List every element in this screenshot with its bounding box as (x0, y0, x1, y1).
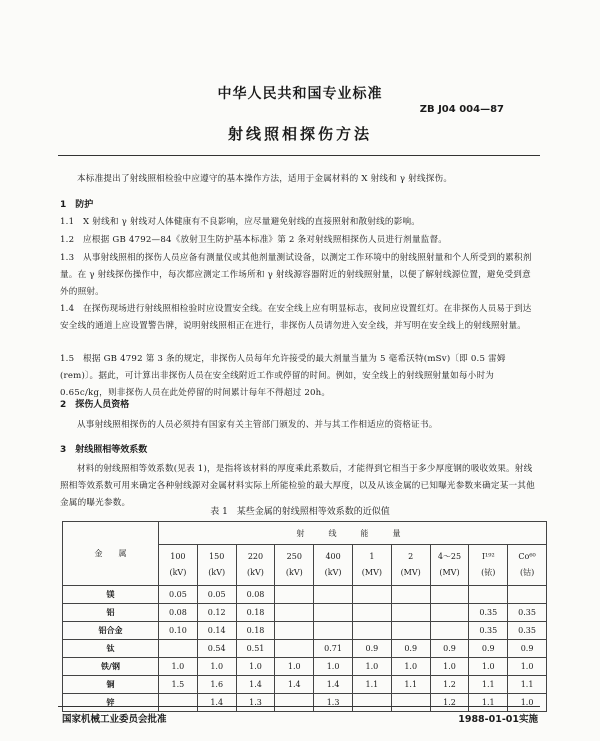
equivalence-table (62, 521, 547, 712)
energy-column-header (469, 545, 508, 586)
energy-column-header (352, 545, 391, 586)
factor-cell: 0.35 (508, 604, 547, 622)
para-1-4: 1.4 在探伤现场进行射线照相检验时应设置安全线。在安全线上应有明显标志，夜间应设置红灯。在非探伤人员易于到达安全线的通道上应设置警告牌，说明射线照相正在进行，非探伤人员请勿进入安全线，并写明在安全线上的射线照射量。 (60, 304, 532, 331)
energy-unit: (kV) (324, 568, 342, 577)
energy-column-header (236, 545, 275, 586)
factor-cell: 0.14 (197, 622, 236, 640)
factor-cell: 0.10 (159, 622, 198, 640)
org-title: 中华人民共和国专业标准 (217, 86, 383, 102)
factor-cell: 1.0 (314, 658, 353, 676)
energy-unit: (MV) (361, 568, 382, 577)
factor-cell: 0.71 (314, 640, 353, 658)
table-row (63, 658, 547, 676)
factor-cell: 0.9 (508, 640, 547, 658)
energy-value: Co⁶⁰ (518, 552, 536, 561)
energy-unit: (铱) (481, 568, 496, 577)
para-1-5: 1.5 根据 GB 4792 第 3 条的规定，非探伤人员每年允许接受的最大剂量当量为 5 毫希沃特(mSv)〔即 0.5 雷姆(rem)〕。据此，可计算出非探伤人员在安全线附近工作或停留的时间。例如，安全线上的射线照射量如每小时为 0.65c/kg，则非探伤人员在此处停留的时间累计每年不得超过 20h。 (60, 354, 506, 398)
factor-cell: 0.18 (236, 622, 275, 640)
header-divider (58, 155, 540, 156)
factor-cell (275, 622, 314, 640)
factor-cell: 0.05 (159, 586, 198, 604)
energy-value: 220 (247, 552, 264, 561)
table-row (63, 586, 547, 604)
metal-name: 铁/钢 (63, 658, 159, 676)
para-1-3: 1.3 从事射线照相的探伤人员应备有测量仪或其他剂量测试设备，以测定工作环境中的射线照射量和个人所受到的累积剂量。在 γ 射线探伤操作中，每次都应测定工作场所和 γ 射线源容器附近的射线照射量，以便了解射线源位置，避免受到意外的照射。 (60, 253, 532, 297)
energy-value: I¹⁹² (481, 552, 495, 561)
factor-cell: 0.18 (236, 604, 275, 622)
factor-cell: 1.3 (236, 694, 275, 712)
factor-cell: 0.9 (391, 640, 430, 658)
factor-cell: 1.0 (469, 658, 508, 676)
factor-cell (159, 640, 198, 658)
approval-authority: 国家机械工业委员会批准 (62, 714, 167, 725)
factor-cell (469, 586, 508, 604)
metal-name: 镁 (63, 586, 159, 604)
factor-cell: 0.35 (469, 604, 508, 622)
factor-cell: 1.0 (236, 658, 275, 676)
para-3: 材料的射线照相等效系数(见表 1)，是指将该材料的厚度乘此系数后，才能得到它相当于多少厚度钢的吸收效果。射线照相等效系数可用来确定各种射线源对金属材料实际上所能检验的最大厚度，以及从该金属的已知曝光参数来确定某一其他金属的曝光参数。 (60, 464, 535, 508)
metal-name: 钛 (63, 640, 159, 658)
factor-cell: 0.05 (197, 586, 236, 604)
section-1-title: 1 防护 (60, 200, 94, 210)
factor-cell (430, 622, 469, 640)
factor-cell: 1.6 (197, 676, 236, 694)
factor-cell: 1.0 (197, 658, 236, 676)
factor-cell (430, 586, 469, 604)
table-caption: 表 1 某些金属的射线照相等效系数的近似值 (210, 507, 390, 517)
para-1-2: 1.2 应根据 GB 4792—84《放射卫生防护基本标准》第 2 条对射线照相探伤人员进行剂量监督。 (60, 235, 448, 245)
factor-cell (314, 604, 353, 622)
section-2-title: 2 探伤人员资格 (60, 400, 130, 410)
table-row (63, 694, 547, 712)
factor-cell (508, 586, 547, 604)
factor-cell (275, 586, 314, 604)
factor-cell (352, 586, 391, 604)
factor-cell: 0.9 (469, 640, 508, 658)
energy-unit: (MV) (439, 568, 460, 577)
factor-cell (391, 622, 430, 640)
factor-cell: 1.0 (430, 658, 469, 676)
factor-cell: 0.08 (236, 586, 275, 604)
factor-cell (430, 604, 469, 622)
factor-cell: 0.9 (430, 640, 469, 658)
footer-divider (58, 706, 540, 707)
factor-cell: 1.0 (508, 694, 547, 712)
factor-cell: 1.0 (508, 658, 547, 676)
factor-cell (352, 694, 391, 712)
energy-column-header (391, 545, 430, 586)
factor-cell (391, 586, 430, 604)
energy-column-header (159, 545, 198, 586)
energy-column-header (197, 545, 236, 586)
factor-cell: 1.5 (159, 676, 198, 694)
factor-cell: 1.2 (430, 676, 469, 694)
factor-cell: 1.4 (197, 694, 236, 712)
document-title: 射线照相探伤方法 (227, 125, 372, 143)
factor-cell (391, 694, 430, 712)
factor-cell: 1.4 (236, 676, 275, 694)
table-row (63, 604, 547, 622)
standard-number: ZB J04 004—87 (419, 104, 504, 115)
energy-unit: (kV) (285, 568, 303, 577)
factor-cell (314, 586, 353, 604)
factor-cell: 0.35 (469, 622, 508, 640)
effective-date: 1988-01-01实施 (458, 714, 538, 725)
energy-unit: (kV) (208, 568, 226, 577)
factor-cell (275, 604, 314, 622)
factor-cell: 1.3 (314, 694, 353, 712)
factor-cell: 1.1 (391, 676, 430, 694)
energy-column-header (430, 545, 469, 586)
metal-name: 铝 (63, 604, 159, 622)
metal-header: 金 属 (63, 522, 159, 586)
factor-cell: 1.0 (159, 658, 198, 676)
para-1-1: 1.1 X 射线和 γ 射线对人体健康有不良影响，应尽量避免射线的直接照射和散射线的影响。 (60, 217, 421, 227)
factor-cell (159, 694, 198, 712)
factor-cell: 1.0 (352, 658, 391, 676)
factor-cell (352, 604, 391, 622)
factor-cell: 0.51 (236, 640, 275, 658)
para-2: 从事射线照相探伤的人员必须持有国家有关主管部门颁发的、并与其工作相适应的资格证书。 (77, 420, 438, 430)
section-3-title: 3 射线照相等效系数 (60, 445, 148, 455)
factor-cell: 1.1 (508, 676, 547, 694)
factor-cell: 0.35 (508, 622, 547, 640)
energy-unit: (钴) (519, 568, 535, 577)
energy-value: 4～25 (437, 552, 462, 561)
energy-value: 250 (286, 552, 302, 561)
factor-cell: 1.4 (275, 676, 314, 694)
factor-cell: 0.08 (159, 604, 198, 622)
energy-value: 100 (170, 552, 186, 561)
energy-unit: (kV) (247, 568, 264, 577)
intro-paragraph: 本标准提出了射线照相检验中应遵守的基本操作方法，适用于金属材料的 X 射线和 γ 射线探伤。 (77, 174, 453, 184)
factor-cell (352, 622, 391, 640)
energy-unit: (kV) (169, 568, 187, 577)
factor-cell: 1.1 (469, 694, 508, 712)
energy-value: 2 (408, 552, 414, 561)
energy-value: 1 (369, 552, 375, 561)
factor-cell: 1.1 (469, 676, 508, 694)
factor-cell: 1.0 (391, 658, 430, 676)
energy-value: 400 (325, 552, 341, 561)
energy-unit: (MV) (400, 568, 421, 577)
factor-cell: 1.1 (352, 676, 391, 694)
factor-cell (314, 622, 353, 640)
energy-column-header (314, 545, 353, 586)
table-row (63, 640, 547, 658)
factor-cell (391, 604, 430, 622)
energy-column-header (508, 545, 547, 586)
metal-name: 铝合金 (63, 622, 159, 640)
factor-cell (275, 640, 314, 658)
metal-name: 铜 (63, 676, 159, 694)
factor-cell: 1.0 (275, 658, 314, 676)
energy-value: 150 (209, 552, 225, 561)
metal-name: 锌 (63, 694, 159, 712)
table-row (63, 622, 547, 640)
table-row (63, 676, 547, 694)
factor-cell: 1.4 (314, 676, 353, 694)
factor-cell (275, 694, 314, 712)
energy-column-header (275, 545, 314, 586)
factor-cell: 0.9 (352, 640, 391, 658)
factor-cell: 0.12 (197, 604, 236, 622)
factor-cell: 0.54 (197, 640, 236, 658)
energy-header: 射 线 能 量 (159, 522, 547, 545)
factor-cell: 1.2 (430, 694, 469, 712)
